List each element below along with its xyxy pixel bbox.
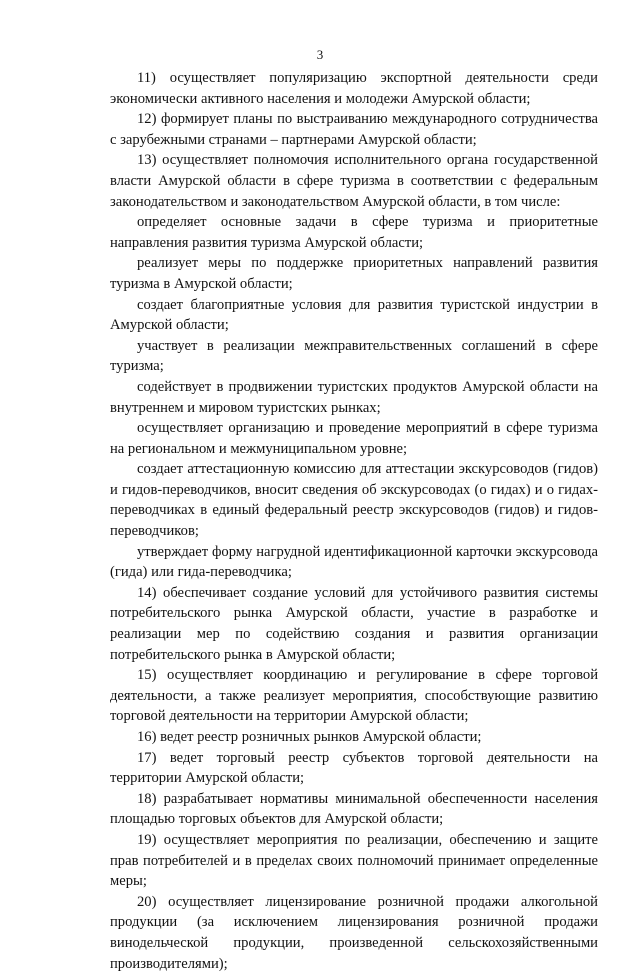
paragraph-tourism-industry: создает благоприятные условия для развития туристской индустрии в Амурской области; bbox=[110, 296, 598, 334]
paragraph-intergov-agreements: участвует в реализации межправительственных соглашений в сфере туризма; bbox=[110, 337, 598, 375]
page-number: 3 bbox=[316, 47, 324, 62]
paragraph-item-19: 19) осуществляет мероприятия по реализации, обеспечению и защите прав потребителей и в пределах своих полномочий принимает определенные меры; bbox=[110, 831, 598, 890]
paragraph-guide-id-card: утверждает форму нагрудной идентификационной карточки экскурсовода (гида) или гида-переводчика; bbox=[110, 543, 598, 581]
paragraph-item-13: 13) осуществляет полномочия исполнительного органа государственной власти Амурской области в сфере туризма в соответствии с федеральным законодательством и законодательством Амурской области, в том числе: bbox=[110, 152, 598, 210]
paragraph-item-11: 11) осуществляет популяризацию экспортной деятельности среди экономически активного населения и молодежи Амурской области; bbox=[110, 70, 598, 107]
paragraph-tourism-events: осуществляет организацию и проведение мероприятий в сфере туризма на региональном и межмуниципальном уровне; bbox=[110, 420, 598, 457]
paragraph-item-18: 18) разрабатывает нормативы минимальной обеспеченности населения площадью торговых объектов для Амурской области; bbox=[110, 790, 598, 828]
paragraph-item-14: 14) обеспечивает создание условий для устойчивого развития системы потребительского рынка Амурской области, участие в разработке и реализации мер по содействию создания и развития организации потребительского рынка в Амурской области; bbox=[110, 584, 598, 663]
paragraph-item-16: 16) ведет реестр розничных рынков Амурской области; bbox=[137, 729, 482, 745]
document-body bbox=[110, 68, 598, 974]
paragraph-tourism-promotion: содействует в продвижении туристских продуктов Амурской области на внутреннем и мировом туристских рынках; bbox=[110, 378, 598, 416]
paragraph-item-12: 12) формирует планы по выстраиванию международного сотрудничества с зарубежными странами – партнерами Амурской области; bbox=[110, 111, 598, 148]
paragraph-tourism-goals: определяет основные задачи в сфере туризма и приоритетные направления развития туризма Амурской области; bbox=[110, 214, 598, 251]
paragraph-tourism-support: реализует меры по поддержке приоритетных направлений развития туризма в Амурской области; bbox=[110, 255, 598, 292]
paragraph-item-17: 17) ведет торговый реестр субъектов торговой деятельности на территории Амурской области; bbox=[110, 749, 598, 787]
paragraph-item-15: 15) осуществляет координацию и регулирование в сфере торговой деятельности, а также реализует мероприятия, способствующие развитию торговой деятельности на территории Амурской области; bbox=[110, 667, 598, 725]
paragraph-item-20: 20) осуществляет лицензирование розничной продажи алкогольной продукции (за исключением лицензирования розничной продажи винодельческой продукции, произведенной сельскохозяйственными производителями); bbox=[110, 893, 598, 972]
paragraph-guide-certification: создает аттестационную комиссию для аттестации экскурсоводов (гидов) и гидов-переводчиков, вносит сведения об экскурсоводах (о гидах) и о гидах-переводчиках в единый федеральный реестр экскурсоводов (гидов) и гидов-переводчиков; bbox=[110, 461, 598, 540]
